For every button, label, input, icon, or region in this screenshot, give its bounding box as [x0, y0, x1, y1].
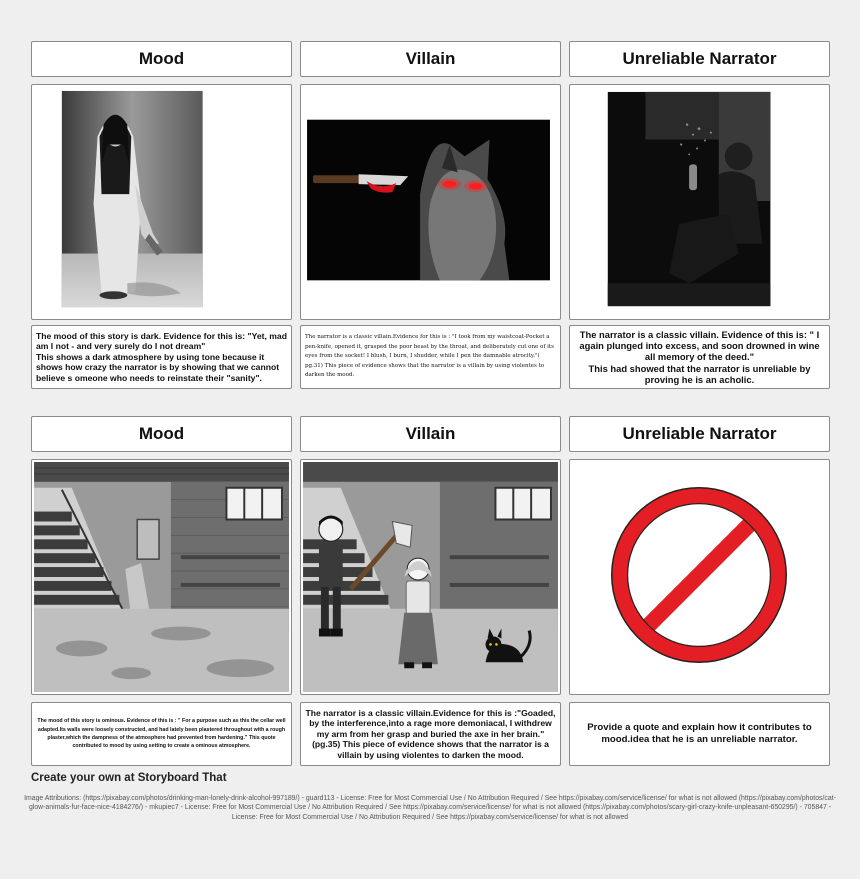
scene-cellar-characters	[300, 459, 561, 695]
title-mood: Mood	[31, 41, 292, 77]
scene-basement	[31, 459, 292, 695]
caption-narrator-1: The narrator is a classic villain. Evidence of this is: " I again plunged into excess, and soon drowned in wine all memory of the deed." This had showed that the narrator is unreliable by proving he is an acholic.	[569, 325, 830, 389]
scary-girl-image	[32, 85, 291, 319]
caption-narrator-2: Provide a quote and explain how it contributes to mood.idea that he is an unreliable narrator.	[569, 702, 830, 766]
title-unreliable-narrator: Unreliable Narrator	[569, 41, 830, 77]
image-attributions: Image Attributions: (https://pixabay.com/photos/drinking-man-lonely-drink-alcohol-997189/) - guard113 - License: Free for Most Commercial Use / No Attribution Required / See https://pixabay.com/service/license/ for what is not allowed (https://pixabay.com/photos/cat-glow-animals-fur-face-nice-4184276/) - mkupiec7 - License: Free for Most Commercial Use / No Attribution Required / See https://pixabay.com/service/license/ for what is not allowed (https://pixabay.com/photos/scary-girl-crazy-knife-unpleasant-650295/) - 705847 - License: Free for Most Commercial Use / No Attribution Required / See https://pixabay.com/service/license/ for what is not allowed	[24, 795, 836, 821]
scene-scary-girl-photo	[31, 84, 292, 320]
caption-villain-1: The narrator is a classic villain.Evidence for this is : "I took from my waistcoat-Pocket a pen-knife, opened it, grasped the poor beast by the throat, and deliberately cut one of its eyes from the socket! I blush, I burn, I shudder, while I pen the damnable atrocity."( pg.31) This piece of evidence shows that the narrator is a villain by using violentes to darken the mood.	[300, 325, 561, 389]
caption-villain-2: The narrator is a classic villain.Evidence for this is :"Goaded, by the interference,into a rage more demoniacal, I withdrew my arm from her grasp and buried the axe in her brain." (pg.35) This piece of evidence shows that the narrator is a villain by using violentes to darken the mood.	[300, 702, 561, 766]
title-mood-2: Mood	[31, 416, 292, 452]
man-drinking-alcohol-image	[570, 85, 829, 319]
title-unreliable-narrator-2: Unreliable Narrator	[569, 416, 830, 452]
basement-cellar-image	[32, 460, 291, 694]
caption-mood-1: The mood of this story is dark. Evidence for this is: "Yet, mad am I not - and very surely do I not dream" This shows a dark atmosphere by using tone because it shows how crazy the narrator is by showing that we cannot believe s omeone who needs to reinstate their "sanity".	[31, 325, 292, 389]
cellar-axe-scene-image	[301, 460, 560, 694]
no-symbol-icon	[570, 460, 829, 694]
scene-no-symbol	[569, 459, 830, 695]
title-villain: Villain	[300, 41, 561, 77]
caption-mood-2: The mood of this story is ominous. Evidence of this is : " For a purpose such as this the cellar well adapted.Its walls were loosely constructed, and had lately been plastered throughout with a rough plaster,which the dampness of the atmosphere had prevented from hardening." This quote contributed to mood by using setting to create a ominous atmosphere.	[31, 702, 292, 766]
title-villain-2: Villain	[300, 416, 561, 452]
cat-glowing-eyes-image	[301, 85, 560, 319]
scene-man-drinking-photo	[569, 84, 830, 320]
storyboard-that-link[interactable]: Create your own at Storyboard That	[31, 772, 227, 784]
scene-cat-knife-photo	[300, 84, 561, 320]
